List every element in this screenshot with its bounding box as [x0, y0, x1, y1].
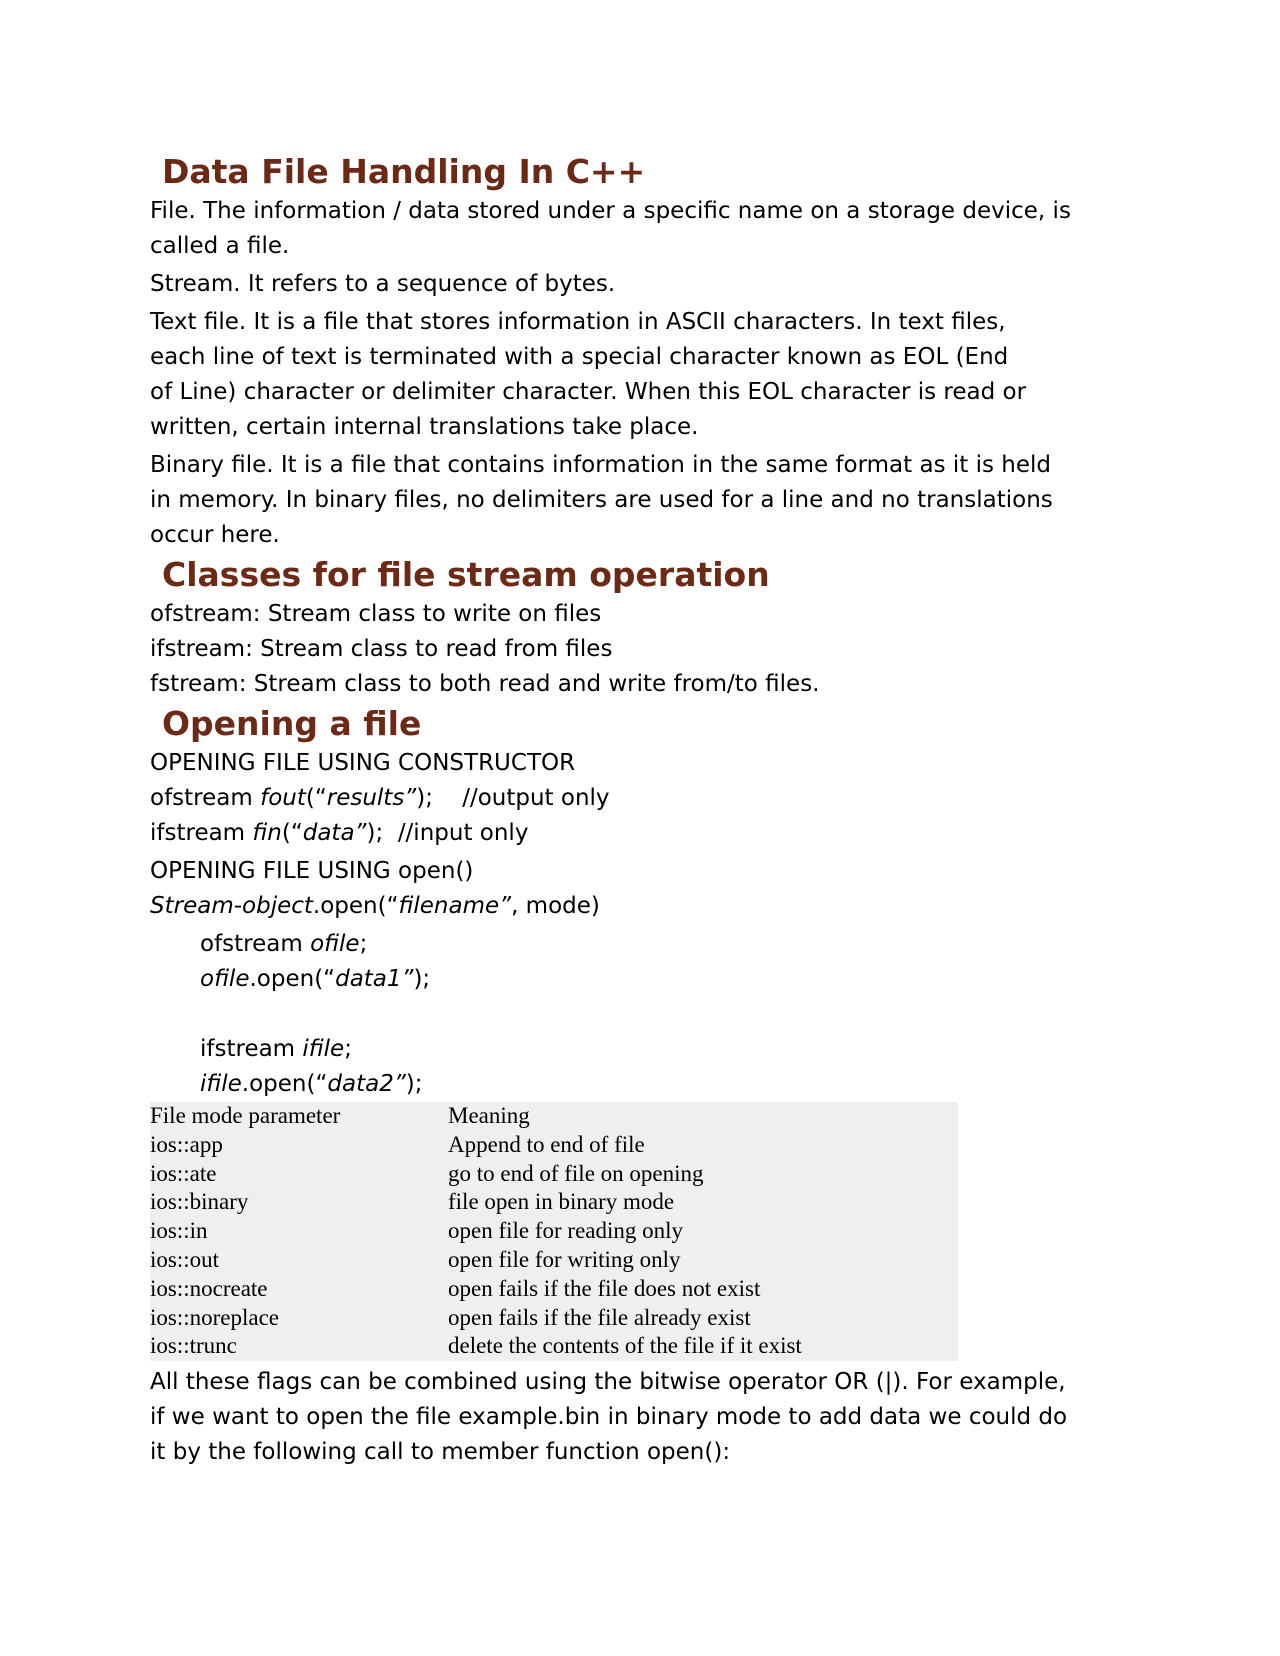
heading-classes: Classes for file stream operation	[162, 555, 770, 594]
text-line: in memory. In binary files, no delimiters are used for a line and no translations	[150, 487, 1053, 513]
combine-flags-line: it by the following call to member function open():	[150, 1439, 731, 1466]
heading-data-file-handling: Data File Handling In C++	[162, 152, 646, 191]
table-cell: file open in binary mode	[448, 1189, 675, 1215]
table-cell: Append to end of file	[448, 1131, 645, 1157]
text-line: of Line) character or delimiter character. When this EOL character is read or	[150, 379, 1027, 405]
table-row	[150, 1160, 958, 1189]
table-header-row	[150, 1102, 958, 1131]
table-row	[150, 1275, 958, 1304]
table-cell: open file for writing only	[448, 1246, 681, 1272]
table-cell: ios::out	[150, 1246, 220, 1272]
code-ofile-open: ofile.open(“data1”);	[200, 966, 431, 992]
heading-opening-file: Opening a file	[162, 704, 422, 743]
definition-binary-file	[150, 448, 1130, 553]
code-generic-open: Stream-object.open(“filename”, mode)	[150, 893, 600, 919]
definition-stream: Stream. It refers to a sequence of bytes.	[150, 271, 616, 297]
text-line: Text file. It is a file that stores information in ASCII characters. In text files,	[150, 309, 1006, 335]
table-cell: go to end of file on opening	[448, 1160, 704, 1186]
table-row	[150, 1332, 958, 1361]
table-cell: ios::app	[150, 1131, 223, 1157]
definition-text-file	[150, 305, 1130, 445]
table-header-cell: File mode parameter	[150, 1103, 341, 1128]
code-ofile-decl: ofstream ofile;	[200, 931, 368, 957]
code-fin: ifstream fin(“data”); //input only	[150, 820, 529, 846]
text-line: occur here.	[150, 522, 280, 548]
table-row	[150, 1217, 958, 1246]
class-fstream: fstream: Stream class to both read and write from/to files.	[150, 671, 820, 697]
table-cell: ios::in	[150, 1218, 208, 1244]
table-cell: ios::binary	[150, 1189, 249, 1215]
table-row	[150, 1188, 958, 1217]
text-line: Binary file. It is a file that contains information in the same format as it is held	[150, 452, 1051, 478]
code-fout: ofstream fout(“results”); //output only	[150, 785, 610, 811]
table-cell: open file for reading only	[448, 1218, 684, 1244]
table-cell: ios::ate	[150, 1160, 217, 1186]
table-cell: ios::noreplace	[150, 1304, 280, 1330]
table-cell: open fails if the file already exist	[448, 1304, 751, 1330]
text-line: written, certain internal translations take place.	[150, 414, 699, 440]
class-ifstream: ifstream: Stream class to read from files	[150, 636, 613, 662]
table-cell: ios::trunc	[150, 1333, 237, 1359]
table-header-cell: Meaning	[448, 1103, 530, 1128]
combine-flags-line: if we want to open the file example.bin in binary mode to add data we could do	[150, 1404, 1068, 1431]
code-ifile-open: ifile.open(“data2”);	[200, 1071, 423, 1097]
table-row	[150, 1304, 958, 1333]
definition-file: File. The information / data stored under a specific name on a storage device, is called a file.	[150, 198, 1071, 259]
class-ofstream: ofstream: Stream class to write on files	[150, 601, 602, 627]
file-mode-table	[150, 1102, 958, 1361]
document-page	[150, 150, 1130, 1470]
text-line: each line of text is terminated with a special character known as EOL (End	[150, 344, 1009, 370]
blank-line	[150, 997, 1130, 1032]
table-row	[150, 1246, 958, 1275]
code-ifile-decl: ifstream ifile;	[200, 1036, 352, 1062]
table-cell: delete the contents of the file if it exist	[448, 1333, 802, 1359]
constructor-title: OPENING FILE USING CONSTRUCTOR	[150, 750, 576, 776]
table-row	[150, 1131, 958, 1160]
table-cell: ios::nocreate	[150, 1275, 268, 1301]
open-method-title: OPENING FILE USING open()	[150, 858, 474, 884]
table-cell: open fails if the file does not exist	[448, 1275, 761, 1301]
combine-flags-line: All these flags can be combined using the bitwise operator OR (|). For example,	[150, 1369, 1066, 1396]
